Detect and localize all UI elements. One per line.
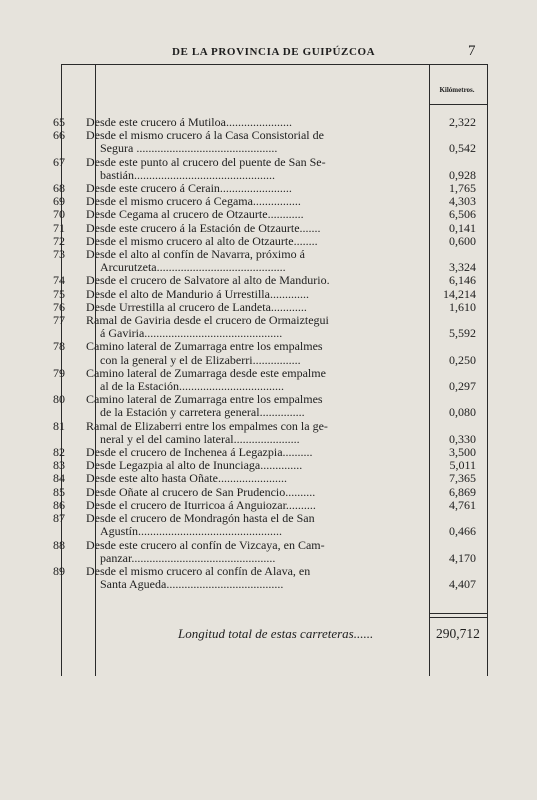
table-row: [0, 367, 537, 393]
row-number: 78: [53, 339, 65, 354]
road-description: [86, 486, 409, 499]
table-row: [0, 512, 537, 538]
sum-rule-double: [429, 617, 487, 618]
sum-rule: [429, 613, 487, 614]
kilometres-value: 4,170: [449, 550, 476, 565]
road-description: [86, 565, 409, 591]
row-number: 82: [53, 445, 65, 460]
kilometres-value: 0,141: [449, 220, 476, 235]
description-line: al de la Estación...................................: [100, 379, 284, 394]
total-value: 290,712: [436, 626, 480, 641]
table-row: [0, 248, 537, 274]
road-table-body: [0, 116, 537, 591]
row-number: 76: [53, 299, 65, 314]
description-line: Desde el crucero de Inchenea á Legazpia..........: [86, 445, 313, 460]
description-line: Ramal de Elizaberri entre los empalmes con la ge-: [86, 418, 328, 433]
description-line: Desde este alto hasta Oñate.......................: [86, 471, 287, 486]
kilometres-value: 5,592: [449, 326, 476, 341]
description-line: Desde este crucero á la Estación de Otzaurte.......: [86, 220, 321, 235]
description-line: Agustín................................................: [100, 524, 283, 539]
kilometres-value: 0,600: [449, 233, 476, 248]
road-description: [86, 539, 409, 565]
kilometres-value: 6,146: [449, 273, 476, 288]
row-number: 83: [53, 458, 65, 473]
road-description: [86, 156, 409, 182]
road-description: [86, 288, 409, 301]
description-line: Desde el crucero de Mondragón hasta el de San: [86, 511, 315, 526]
description-line: Desde Legazpia al alto de Inunciaga..............: [86, 458, 303, 473]
row-number: 65: [53, 115, 65, 129]
kilometres-value: 3,324: [449, 260, 476, 275]
description-line: Desde Cegama al crucero de Otzaurte............: [86, 207, 304, 222]
description-line: Camino lateral de Zumarraga desde este empalme: [86, 365, 326, 380]
description-line: con la general y el de Elizaberri................: [100, 352, 301, 367]
row-number: 71: [53, 220, 65, 235]
description-line: Desde el alto de Mandurio á Urrestilla.............: [86, 286, 309, 301]
table-row: [0, 208, 537, 221]
kilometres-value: 6,506: [449, 207, 476, 222]
kilometres-value: 7,365: [449, 471, 476, 486]
description-line: Segura ...............................................: [100, 141, 278, 156]
kilometres-value: 14,214: [443, 286, 476, 301]
row-number: 80: [53, 392, 65, 407]
kilometres-value: 0,080: [449, 405, 476, 420]
description-line: Camino lateral de Zumarraga entre los empalmes: [86, 339, 323, 354]
road-description: [86, 367, 409, 393]
description-line: neral y el del camino lateral......................: [100, 431, 300, 446]
page-header: [0, 43, 537, 62]
row-number: 77: [53, 313, 65, 328]
road-description: [86, 208, 409, 221]
km-column-heading: Kilómetros.: [439, 86, 475, 94]
road-description: [86, 420, 409, 446]
row-number: 88: [53, 537, 65, 552]
row-number: 72: [53, 233, 65, 248]
total-label: Longitud total de estas carreteras......: [178, 626, 374, 641]
kilometres-value: 0,542: [449, 141, 476, 156]
table-row: [0, 274, 537, 287]
road-description: [86, 314, 409, 340]
kilometres-value: 4,761: [449, 497, 476, 512]
kilometres-value: 0,250: [449, 352, 476, 367]
kilometres-value: 0,330: [449, 431, 476, 446]
description-line: Desde el mismo crucero á la Casa Consistorial de: [86, 128, 324, 143]
kilometres-value: 0,466: [449, 524, 476, 539]
row-number: 79: [53, 365, 65, 380]
table-row: [0, 222, 537, 235]
table-row: [0, 420, 537, 446]
description-line: Desde el alto al confín de Navarra, próximo á: [86, 247, 305, 262]
table-top-rule: [61, 64, 488, 65]
description-line: Santa Agueda.......................................: [100, 577, 284, 592]
road-description: [86, 248, 409, 274]
description-line: Desde este crucero á Mutiloa......................: [86, 115, 292, 129]
row-number: 68: [53, 181, 65, 196]
row-number: 87: [53, 511, 65, 526]
road-description: [86, 222, 409, 235]
road-description: [86, 393, 409, 419]
kilometres-value: 2,322: [449, 115, 476, 129]
row-number: 84: [53, 471, 65, 486]
description-line: Desde el mismo crucero al alto de Otzaurte........: [86, 233, 318, 248]
kilometres-value: 0,928: [449, 167, 476, 182]
table-row: [0, 565, 537, 591]
row-number: 74: [53, 273, 65, 288]
description-line: Desde este punto al crucero del puente de San Se-: [86, 154, 326, 169]
description-line: Desde el crucero de Salvatore al alto de Mandurio.: [86, 273, 330, 288]
road-description: [86, 472, 409, 485]
table-row: [0, 472, 537, 485]
table-row: [0, 340, 537, 366]
road-description: [86, 340, 409, 366]
table-row: [0, 156, 537, 182]
description-line: Desde el mismo crucero al confín de Alava, en: [86, 563, 311, 578]
kilometres-value: 4,407: [449, 577, 476, 592]
description-line: á Gaviria..............................................: [100, 326, 283, 341]
kilometres-value: 3,500: [449, 445, 476, 460]
table-row: [0, 288, 537, 301]
kilometres-value: 0,297: [449, 379, 476, 394]
road-description: [86, 274, 409, 287]
description-line: panzar................................................: [100, 550, 276, 565]
description-line: Desde Urrestilla al crucero de Landeta............: [86, 299, 307, 314]
kilometres-value: 1,765: [449, 181, 476, 196]
table-row: [0, 486, 537, 499]
row-number: 86: [53, 497, 65, 512]
row-number: 89: [53, 563, 65, 578]
kilometres-value: 4,303: [449, 194, 476, 209]
row-number: 66: [53, 128, 65, 143]
heading-underline: [429, 104, 487, 105]
description-line: Desde el mismo crucero á Cegama................: [86, 194, 301, 209]
description-line: bastián...............................................: [100, 167, 275, 182]
row-number: 70: [53, 207, 65, 222]
table-row: [0, 393, 537, 419]
kilometres-value: 5,011: [449, 458, 476, 473]
row-number: 69: [53, 194, 65, 209]
running-title: DE LA PROVINCIA DE GUIPÚZCOA: [172, 46, 376, 58]
road-description: [86, 512, 409, 538]
description-line: de la Estación y carretera general...............: [100, 405, 305, 420]
page-number: 7: [468, 43, 476, 59]
kilometres-value: 1,610: [449, 299, 476, 314]
description-line: Ramal de Gaviria desde el crucero de Ormaiztegui: [86, 313, 329, 328]
row-number: 75: [53, 286, 65, 301]
description-line: Desde el crucero de Iturricoa á Anguiozar..........: [86, 497, 316, 512]
description-line: Arcurutzeta...........................................: [100, 260, 286, 275]
description-line: Desde Oñate al crucero de San Prudencio..........: [86, 484, 316, 499]
road-description: [86, 129, 409, 155]
kilometres-value: 6,869: [449, 484, 476, 499]
row-number: 67: [53, 154, 65, 169]
description-line: Desde este crucero á Cerain........................: [86, 181, 292, 196]
description-line: Camino lateral de Zumarraga entre los empalmes: [86, 392, 323, 407]
table-row: [0, 539, 537, 565]
table-row: [0, 314, 537, 340]
description-line: Desde este crucero al confín de Vizcaya, en Cam-: [86, 537, 325, 552]
row-number: 73: [53, 247, 65, 262]
table-row: [0, 129, 537, 155]
row-number: 85: [53, 484, 65, 499]
row-number: 81: [53, 418, 65, 433]
